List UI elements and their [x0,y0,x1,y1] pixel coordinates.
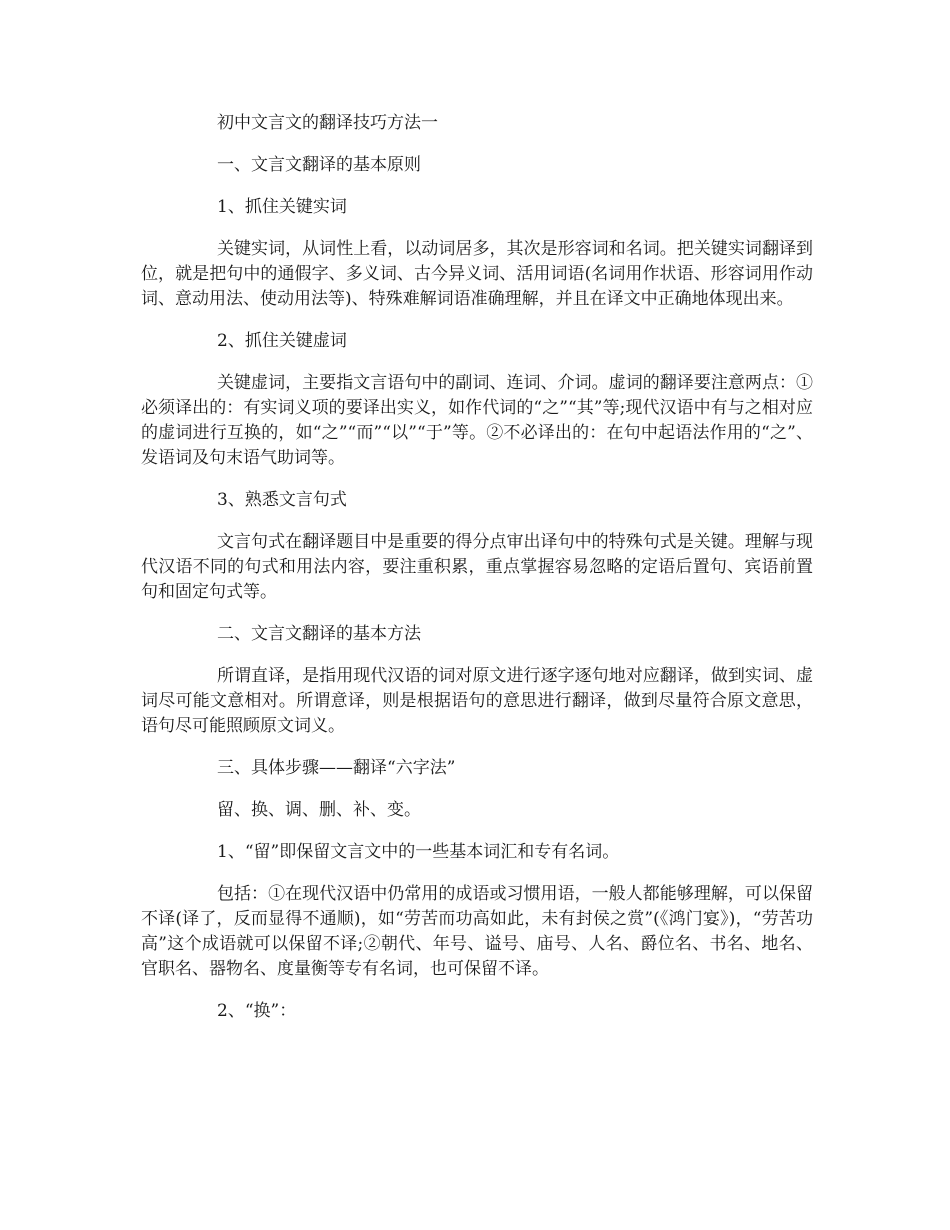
document-title: 初中文言文的翻译技巧方法一 [217,113,438,133]
subheading-retain: 1、“留”即保留文言文中的一些基本词汇和专有名词。 [217,842,620,862]
section-heading-principles: 一、文言文翻译的基本原则 [217,155,421,175]
subheading-key-content-words: 1、抓住关键实词 [217,197,347,217]
paragraph-retain: 包括：①在现代汉语中仍常用的成语或习惯用语，一般人都能够理解，可以保留不译(译了，反而显得不通顺)，如“劳苦而功高如此，未有封侯之赏”(《鸿门宴》)，“劳苦功高”这个成语就可以保留不译;②朝代、年号、谥号、庙号、人名、爵位名、书名、地名、官职名、器物名、度量衡等专有名词，也可保留不译。 [141,884,813,979]
subheading-replace: 2、“换”： [217,1001,297,1021]
paragraph-key-content-words: 关键实词，从词性上看，以动词居多，其次是形容词和名词。把关键实词翻译到位，就是把句中的通假字、多义词、古今异义词、活用词语(名词用作状语、形容词用作动词、意动用法、使动用法等)、特殊难解词语准确理解，并且在译文中正确地体现出来。 [141,239,813,309]
document-body [141,111,813,1041]
section-heading-steps: 三、具体步骤——翻译“六字法” [217,758,456,778]
six-characters-list: 留、换、调、删、补、变。 [217,800,421,820]
paragraph-sentence-patterns: 文言句式在翻译题目中是重要的得分点审出译句中的特殊句式是关键。理解与现代汉语不同的句式和用法内容，要注重积累，重点掌握容易忽略的定语后置句、宾语前置句和固定句式等。 [141,532,813,602]
subheading-sentence-patterns: 3、熟悉文言句式 [217,490,347,510]
paragraph-methods: 所谓直译，是指用现代汉语的词对原文进行逐字逐句地对应翻译，做到实词、虚词尽可能文意相对。所谓意译，则是根据语句的意思进行翻译，做到尽量符合原文意思，语句尽可能照顾原文词义。 [141,666,813,736]
paragraph-key-function-words: 关键虚词，主要指文言语句中的副词、连词、介词。虚词的翻译要注意两点：①必须译出的：有实词义项的要译出实义，如作代词的“之”“其”等;现代汉语中有与之相对应的虚词进行互换的，如“之”“而”“以”“于”等。②不必译出的：在句中起语法作用的“之”、发语词及句末语气助词等。 [141,373,813,468]
subheading-key-function-words: 2、抓住关键虚词 [217,331,347,351]
section-heading-methods: 二、文言文翻译的基本方法 [217,624,421,644]
